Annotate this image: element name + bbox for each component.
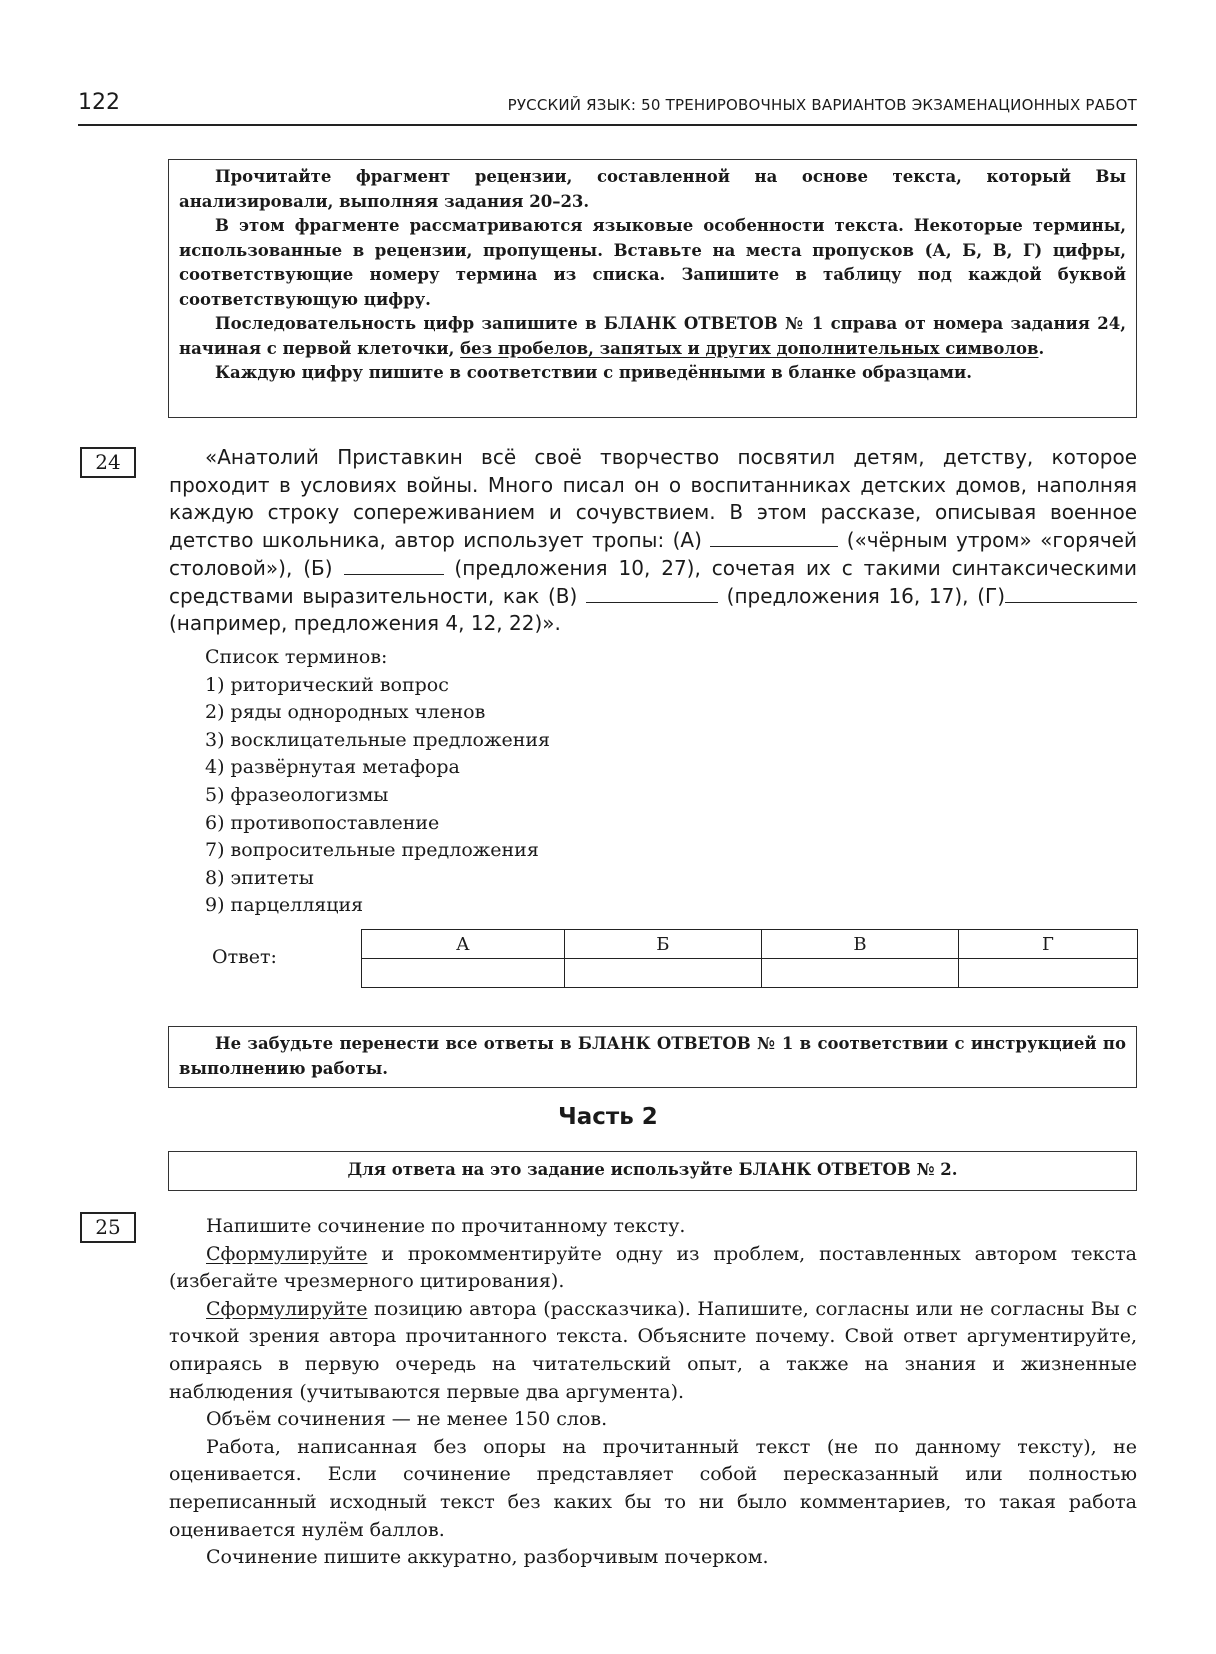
blank-2-instruction: Для ответа на это задание используйте БЛАНК ОТВЕТОВ № 2. [347,1160,958,1179]
gap-v [586,586,718,603]
page-number: 122 [78,90,120,115]
task-25-p3 [169,1296,1137,1406]
terms-list [205,644,550,920]
task-25-p3-rest: позицию автора (рассказчика). Напишите, согласны или не согласны Вы с точкой зрения автора прочитанного текста. Объясните почему. Свой ответ аргументируйте, опираясь в первую очередь на читательский опыт, а также на знания и жизненные наблюдения (учитываются первые два аргумента). [169,1297,1137,1403]
review-seg-1: «Анатолий Приставкин всё своё творчество посвятил детям, детству, которое проходит в условиях войны. Много писал он о воспитанниках детских домов, наполняя каждую строку сопереживанием и сочувствием. В этом рассказе, описывая военное детство школьника, автор использует тропы: (А) [169,445,1137,553]
task-25-text [169,1213,1137,1572]
term-item: 1) риторический вопрос [205,673,449,696]
term-item: 8) эпитеты [205,866,314,889]
term-item: 9) парцелляция [205,894,364,917]
answer-input-row [362,959,1138,988]
answer-table [361,929,1138,988]
instruction-p3 [179,312,1126,361]
task-24-number: 24 [80,447,136,478]
task-24-review-text [169,444,1137,638]
answer-cell-g[interactable] [959,959,1138,988]
task-25-p2-underlined: Сформулируйте [206,1242,368,1265]
term-item: 5) фразеологизмы [205,783,389,806]
instruction-p4: Каждую цифру пишите в соответствии с приведёнными в бланке образцами. [215,363,972,382]
task-25-number: 25 [80,1212,136,1243]
term-item: 2) ряды однородных членов [205,701,486,724]
reminder-box [168,1026,1137,1088]
task-25-p1: Напишите сочинение по прочитанному тексту. [206,1215,686,1237]
answer-col-g: Г [959,930,1138,959]
term-item: 6) противопоставление [205,811,440,834]
reminder-text: Не забудьте перенести все ответы в БЛАНК ОТВЕТОВ № 1 в соответствии с инструкцией по выполнению работы. [179,1034,1126,1078]
page-header [78,84,1137,126]
answer-cell-a[interactable] [362,959,565,988]
terms-title: Список терминов: [205,646,388,668]
answer-cell-b[interactable] [564,959,761,988]
instruction-p3-end: . [1038,338,1045,358]
instruction-p3-start: Последовательность цифр запишите в БЛАНК ОТВЕТОВ № 1 справа от номера задания 24, начиная с первой клеточки, [179,314,1126,358]
task-25-p3-underlined: Сформулируйте [206,1297,368,1320]
gap-b [344,558,444,575]
task-25-p2-rest: и прокомментируйте одну из проблем, поставленных автором текста (избегайте чрезмерного цитирования). [169,1242,1137,1293]
answer-header-row [362,930,1138,959]
running-title: РУССКИЙ ЯЗЫК: 50 ТРЕНИРОВОЧНЫХ ВАРИАНТОВ ЭКЗАМЕНАЦИОННЫХ РАБОТ [507,96,1137,114]
task-25-p2 [169,1241,1137,1296]
answer-label: Ответ: [212,946,277,968]
task-25-p6: Сочинение пишите аккуратно, разборчивым почерком. [206,1546,769,1569]
task-25-p4: Объём сочинения — не менее 150 слов. [206,1408,608,1431]
instruction-p2: В этом фрагменте рассматриваются языковые особенности текста. Некоторые термины, использованные в рецензии, пропущены. Вставьте на места пропусков (А, Б, В, Г) цифры, соответствующие номеру термина из списка. Запишите в таблицу под каждой буквой соответствующую цифру. [179,216,1126,309]
term-item: 4) развёрнутая метафора [205,756,460,779]
task-25-p5: Работа, написанная без опоры на прочитанный текст (не по данному тексту), не оценивается. Если сочинение представляет собой пересказанный или полностью переписанный исходный текст без каких бы то ни было комментариев, то такая работа оценивается нулём баллов. [169,1435,1137,1541]
blank-2-instruction-box [168,1151,1137,1191]
gap-g [1005,586,1137,603]
term-item: 7) вопросительные предложения [205,839,539,862]
instruction-box [168,159,1137,418]
review-seg-5: (например, предложения 4, 12, 22)». [169,611,561,636]
answer-cell-v[interactable] [761,959,958,988]
answer-col-a: А [362,930,565,959]
term-item: 3) восклицательные предложения [205,728,551,751]
answer-col-b: Б [564,930,761,959]
review-seg-4: (предложения 16, 17), (Г) [717,583,1005,608]
part-2-title: Часть 2 [558,1104,658,1130]
gap-a [710,530,838,547]
instruction-p1: Прочитайте фрагмент рецензии, составленной на основе текста, который Вы анализировали, выполняя задания 20–23. [179,167,1126,211]
answer-col-v: В [761,930,958,959]
review-seg-2: («чёрным утром» «горячей столовой»), (Б) [169,528,1137,580]
review-seg-3: (предложения 10, 27), сочетая их с такими синтаксическими средствами выразительности, как (В) [169,555,1137,608]
instruction-p3-underlined: без пробелов, запятых и других дополнительных символов [460,338,1039,358]
